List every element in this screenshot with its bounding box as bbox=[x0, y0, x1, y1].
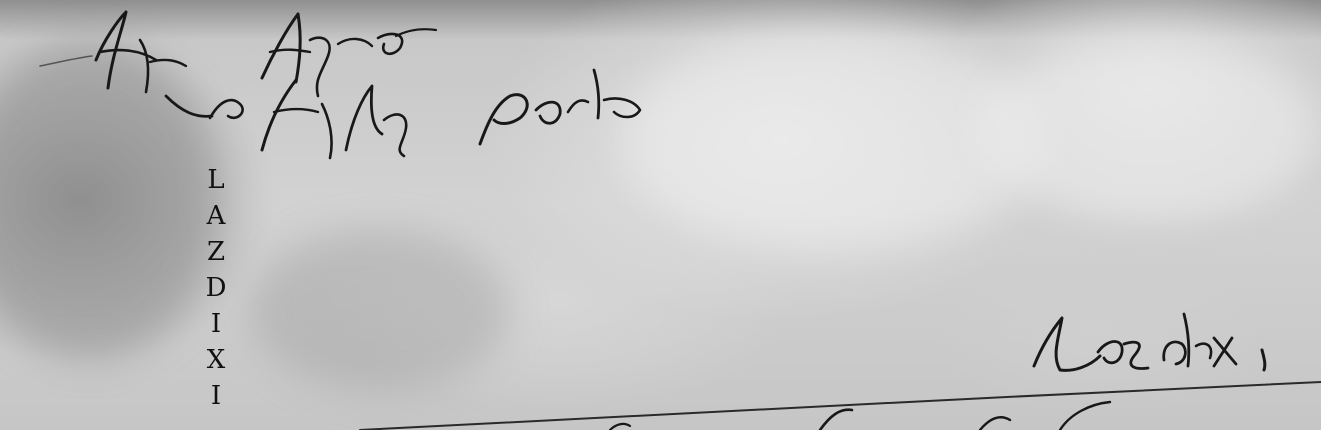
vertical-word bbox=[198, 162, 234, 414]
margin-note-line2 bbox=[168, 84, 456, 135]
ink-stroke bbox=[568, 100, 588, 112]
ink-stroke bbox=[604, 98, 640, 117]
margin-note-line1-word2 bbox=[262, 16, 364, 67]
margin-note-line1-word1 bbox=[92, 20, 186, 71]
ink-stroke bbox=[536, 102, 560, 123]
vertical-letter: X bbox=[206, 345, 226, 375]
vertical-letter: Z bbox=[206, 237, 226, 267]
bottom-note bbox=[1030, 316, 1235, 372]
ink-stroke bbox=[980, 417, 1010, 430]
vertical-letter: I bbox=[210, 381, 222, 411]
ink-stroke bbox=[40, 56, 92, 66]
ink-stroke bbox=[1060, 402, 1110, 430]
ink-stroke bbox=[610, 424, 630, 430]
ink-stroke bbox=[594, 70, 599, 118]
vertical-letter: D bbox=[205, 273, 227, 303]
vertical-letter: A bbox=[206, 201, 226, 231]
vertical-letter: I bbox=[210, 309, 222, 339]
ink-stroke bbox=[820, 410, 852, 430]
ruled-line bbox=[360, 382, 1321, 430]
ink-stroke bbox=[1262, 350, 1265, 370]
ink-stroke bbox=[378, 34, 402, 54]
ink-stroke bbox=[480, 95, 527, 144]
vertical-letter: L bbox=[207, 165, 225, 195]
ink-stroke bbox=[396, 29, 436, 36]
